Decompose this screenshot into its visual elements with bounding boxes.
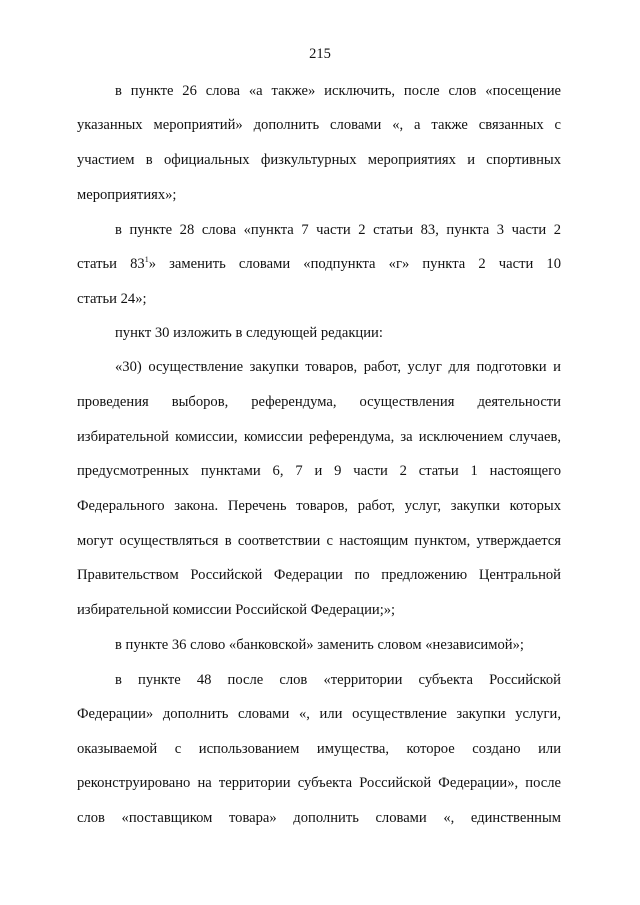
- text-segment: статьи 83: [77, 256, 145, 272]
- text-line-with-superscript: [77, 255, 561, 273]
- text-line: предусмотренных пунктами 6, 7 и 9 части 2 статьи 1 настоящего: [77, 463, 561, 479]
- page-number: 215: [309, 46, 331, 62]
- text-line: участием в официальных физкультурных мероприятиях и спортивных: [77, 152, 561, 168]
- text-line: статьи 24»;: [77, 291, 147, 307]
- text-line: избирательной комиссии Российской Федерации;»;: [77, 602, 396, 618]
- text-line: пункт 30 изложить в следующей редакции:: [115, 325, 383, 341]
- text-segment: » заменить словами «подпункта «г» пункта 2 части 10: [148, 256, 561, 272]
- text-line: избирательной комиссии, комиссии референдума, за исключением случаев,: [77, 429, 561, 445]
- text-line: оказываемой с использованием имущества, которое создано или: [77, 741, 561, 757]
- text-line: реконструировано на территории субъекта Российской Федерации», после: [77, 775, 561, 791]
- text-line: «30) осуществление закупки товаров, работ, услуг для подготовки и: [115, 359, 561, 375]
- text-line: проведения выборов, референдума, осуществления деятельности: [77, 394, 561, 410]
- text-line: в пункте 48 после слов «территории субъекта Российской: [115, 672, 561, 688]
- text-line: слов «поставщиком товара» дополнить словами «, единственным: [77, 810, 561, 826]
- text-line: мероприятиях»;: [77, 187, 177, 203]
- superscript: 1: [144, 255, 149, 264]
- text-line: в пункте 26 слова «а также» исключить, после слов «посещение: [115, 83, 561, 99]
- text-line: указанных мероприятий» дополнить словами «, а также связанных с: [77, 117, 561, 133]
- text-line: могут осуществляться в соответствии с настоящим пунктом, утверждается: [77, 533, 561, 549]
- text-line: в пункте 36 слово «банковской» заменить словом «независимой»;: [115, 637, 524, 653]
- text-line: Федерального закона. Перечень товаров, работ, услуг, закупки которых: [77, 498, 561, 514]
- text-line: Правительством Российской Федерации по предложению Центральной: [77, 567, 561, 583]
- text-line: Федерации» дополнить словами «, или осуществление закупки услуги,: [77, 706, 561, 722]
- text-line: в пункте 28 слова «пункта 7 части 2 статьи 83, пункта 3 части 2: [115, 222, 561, 238]
